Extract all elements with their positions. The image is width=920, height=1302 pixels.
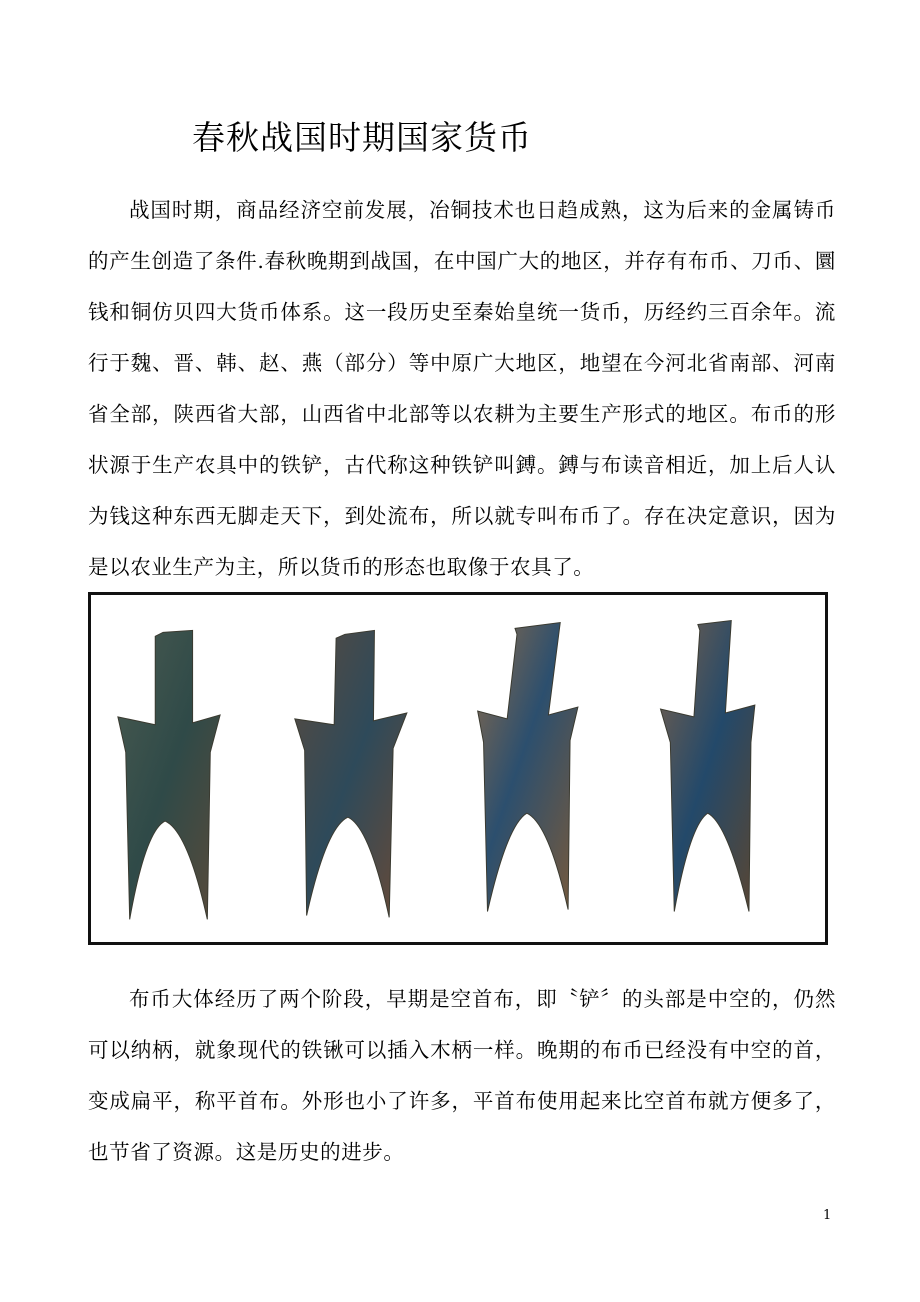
spade-coins-illustration: [91, 595, 825, 942]
spade-coin-4: [660, 621, 754, 912]
spade-coin-1: [118, 630, 220, 919]
spade-coin-3: [478, 623, 578, 912]
spade-coins-photo: [88, 592, 828, 945]
paragraph-spade-coin-stages: 布币大体经历了两个阶段，早期是空首布，即〝铲〞的头部是中空的，仍然可以纳柄，就象现代的铁锹可以插入木柄一样。晚期的布币已经没有中空的首，变成扁平，称平首布。外形也小了许多，平首布使用起来比空首布就方便多了，也节省了资源。这是历史的进步。: [88, 987, 836, 1164]
page-number: 1: [823, 1208, 832, 1223]
paragraph-intro: 战国时期，商品经济空前发展，冶铜技术也日趋成熟，这为后来的金属铸币的产生创造了条件.春秋晚期到战国，在中国广大的地区，并存有布币、刀币、圜钱和铜仿贝四大货币体系。这一段历史至秦始皇统一货币，历经约三百余年。流行于魏、晋、韩、赵、燕（部分）等中原广大地区，地望在今河北省南部、河南省全部，陕西省大部，山西省中北部等以农耕为主要生产形式的地区。布币的形状源于生产农具中的铁铲，古代称这种铁铲叫鎛。鎛与布读音相近，加上后人认为钱这种东西无脚走天下，到处流布，所以就专叫布币了。存在决定意识，因为是以农业生产为主，所以货币的形态也取像于农具了。: [88, 198, 836, 579]
spade-coin-2: [295, 630, 407, 917]
page-title: 春秋战国时期国家货币: [192, 118, 532, 157]
